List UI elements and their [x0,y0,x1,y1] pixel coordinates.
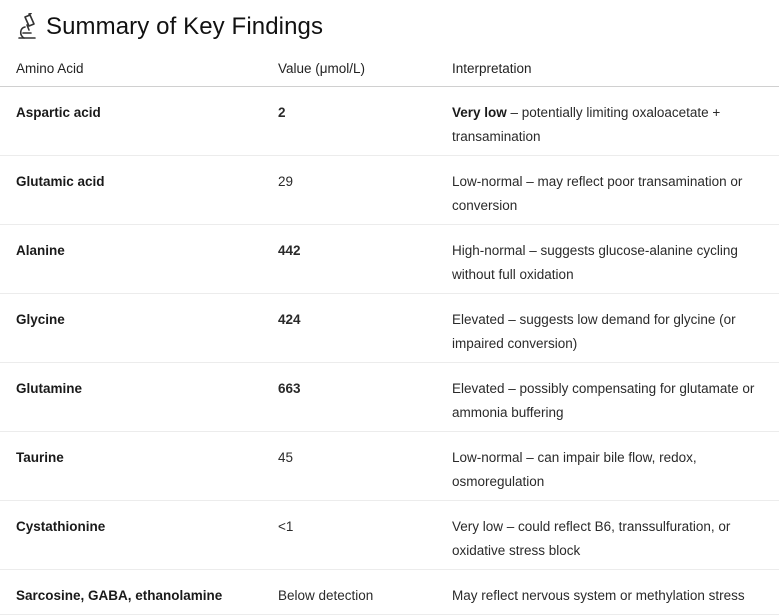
amino-acid-name: Alanine [16,242,65,258]
interpretation: Low-normal – can impair bile flow, redox, osmoregulation [452,449,697,489]
interpretation: High-normal – suggests glucose-alanine cycling without full oxidation [452,242,738,282]
interpretation-emphasis: Very low [452,104,507,120]
table-row [0,431,779,500]
table-row [0,293,779,362]
amino-acid-value: Below detection [278,587,374,603]
amino-acid-name: Cystathionine [16,518,106,534]
table-row [0,500,779,569]
column-header-amino-acid: Amino Acid [0,52,278,86]
interpretation: Low-normal – may reflect poor transamination or conversion [452,173,743,213]
interpretation: Elevated – suggests low demand for glycine (or impaired conversion) [452,311,736,351]
column-header-value: Value (μmol/L) [278,52,452,86]
amino-acid-name: Glutamic acid [16,173,105,189]
interpretation: Very low – could reflect B6, transsulfuration, or oxidative stress block [452,518,731,558]
amino-acid-value: <1 [278,518,294,534]
table-row [0,224,779,293]
findings-table [0,52,779,615]
amino-acid-name: Glutamine [16,380,83,396]
microscope-icon [16,13,40,41]
amino-acid-value: 45 [278,449,294,465]
amino-acid-value: 663 [278,380,301,396]
amino-acid-name: Aspartic acid [16,104,101,120]
amino-acid-value: 424 [278,311,301,327]
table-header-row [0,52,779,86]
interpretation: May reflect nervous system or methylation stress [452,587,745,603]
amino-acid-name: Sarcosine, GABA, ethanolamine [16,587,223,603]
interpretation: Elevated – possibly compensating for glutamate or ammonia buffering [452,380,755,420]
interpretation-text: – potentially limiting oxaloacetate + transamination [452,104,721,144]
page-title: Summary of Key Findings [46,13,324,40]
column-header-interpretation: Interpretation [452,52,779,86]
interpretation [452,87,769,149]
amino-acid-value: 442 [278,242,301,258]
table-row [0,569,779,614]
table-row [0,362,779,431]
page-title-row [16,11,323,43]
amino-acid-value: 29 [278,173,294,189]
table-row [0,86,779,155]
amino-acid-name: Taurine [16,449,64,465]
amino-acid-name: Glycine [16,311,65,327]
amino-acid-value: 2 [278,104,286,120]
table-row [0,155,779,224]
